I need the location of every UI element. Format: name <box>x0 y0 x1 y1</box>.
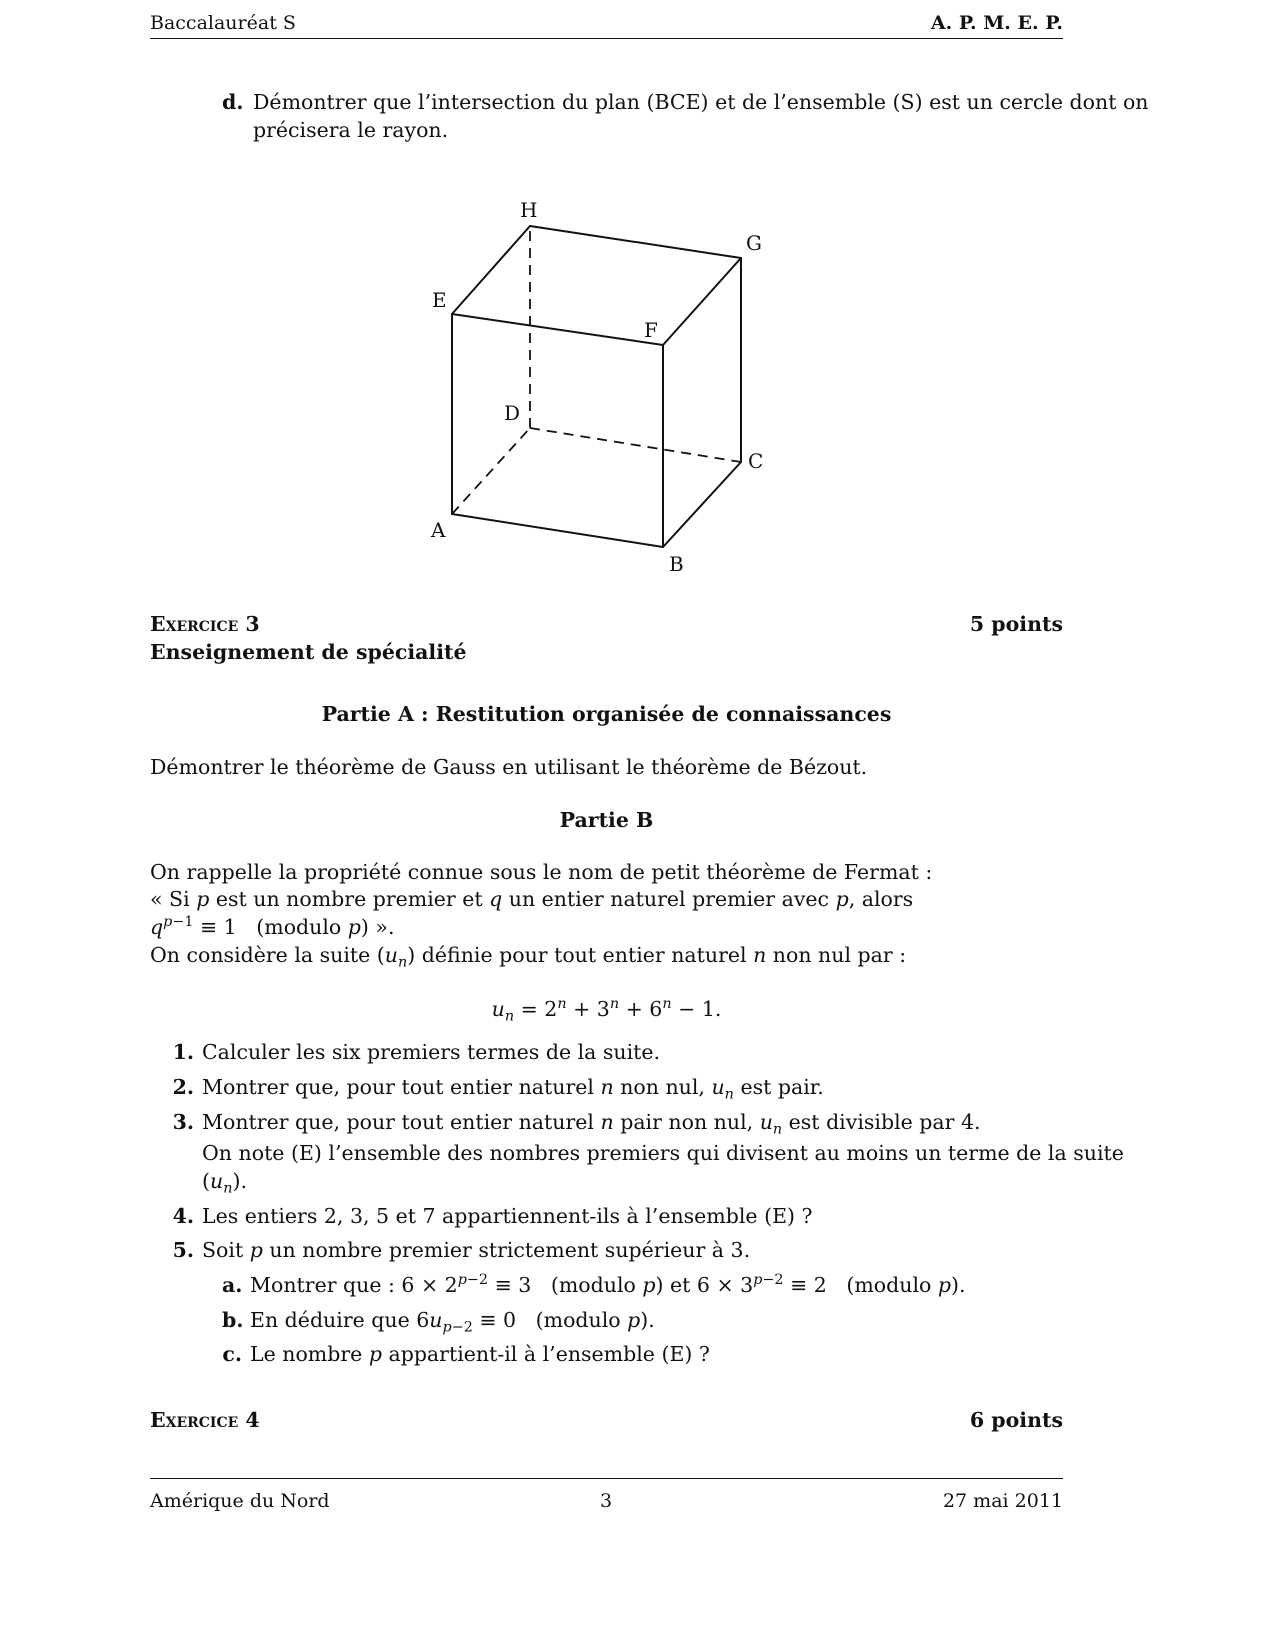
question-d-line2: précisera le rayon. <box>253 118 449 142</box>
sequence-formula: $u_n = 2^n + 3^n + 6^n - 1$. <box>491 996 722 1025</box>
vertex-label-e: E <box>432 288 447 312</box>
edge-gh <box>530 226 741 258</box>
part-b-intro-4: On considère la suite $(u_n)$ définie pour tout entier naturel n non nul par : <box>150 943 907 971</box>
exercise3-title: Exercice 3 <box>150 612 260 636</box>
header-right: A. P. M. E. P. <box>930 12 1063 34</box>
footer-left: Amérique du Nord <box>150 1490 330 1512</box>
exercise3-subtitle: Enseignement de spécialité <box>150 640 467 664</box>
question-3-note-1: On note (E) l’ensemble des nombres premiers qui divisent au moins un terme de la suite <box>202 1141 1124 1165</box>
vertex-label-b: B <box>669 552 684 576</box>
part-a-text: Démontrer le théorème de Gauss en utilisant le théorème de Bézout. <box>150 755 868 779</box>
part-b-intro-3: $q^{p-1} \equiv 1$ (modulo p) ». <box>150 914 395 939</box>
question-2: 2. Montrer que, pour tout entier naturel n non nul, $u_n$ est pair. <box>172 1075 824 1103</box>
question-1: 1. Calculer les six premiers termes de la suite. <box>172 1040 661 1064</box>
exercise4-points: 6 points <box>969 1408 1063 1432</box>
exercise4-title: Exercice 4 <box>150 1408 260 1432</box>
edge-ef <box>452 314 663 345</box>
question-5a: a. Montrer que : $6 \times 2^{p-2} \equiv 3$ (modulo p) et $6 \times 3^{p-2} \equiv 2$ (modulo p). <box>222 1272 966 1297</box>
vertex-label-c: C <box>748 449 764 473</box>
part-b-title: Partie B <box>559 808 654 832</box>
part-b-intro-1: On rappelle la propriété connue sous le nom de petit théorème de Fermat : <box>150 860 933 884</box>
edge-ab <box>452 514 663 547</box>
question-5b: b. En déduire que $6u_{p-2} \equiv 0$ (modulo p). <box>222 1308 655 1336</box>
exercise3-points: 5 points <box>969 612 1063 636</box>
question-d-label: d. <box>222 90 244 114</box>
question-5c: c. Le nombre p appartient-il à l’ensemble (E) ? <box>222 1342 710 1366</box>
question-4: 4. Les entiers 2, 3, 5 et 7 appartiennent-ils à l’ensemble (E) ? <box>172 1204 813 1228</box>
header-left: Baccalauréat S <box>150 12 296 34</box>
question-5: 5. Soit p un nombre premier strictement supérieur à 3. <box>172 1238 751 1262</box>
question-3: 3. Montrer que, pour tout entier naturel n pair non nul, $u_n$ est divisible par 4. <box>172 1110 981 1138</box>
part-b-intro-2: « Si p est un nombre premier et q un entier naturel premier avec p, alors <box>150 887 914 911</box>
cube-figure <box>0 0 1275 600</box>
vertex-label-g: G <box>746 231 762 255</box>
vertex-label-d: D <box>504 401 521 425</box>
question-3-note-2: $(u_n)$. <box>202 1169 247 1197</box>
vertex-label-f: F <box>644 318 658 342</box>
page-number: 3 <box>599 1490 613 1512</box>
edge-fg <box>663 258 741 345</box>
edge-he <box>452 226 530 314</box>
question-d-line1: Démontrer que l’intersection du plan (BCE) et de l’ensemble (S) est un cercle dont on <box>253 90 1149 114</box>
footer-rule <box>150 1478 1063 1479</box>
edge-dc-hidden <box>530 428 741 462</box>
edge-bc <box>663 462 741 547</box>
part-a-title: Partie A : Restitution organisée de connaissances <box>321 702 892 726</box>
vertex-label-h: H <box>520 198 538 222</box>
edge-ad-hidden <box>452 428 530 514</box>
vertex-label-a: A <box>431 518 446 542</box>
footer-right: 27 mai 2011 <box>942 1490 1063 1512</box>
